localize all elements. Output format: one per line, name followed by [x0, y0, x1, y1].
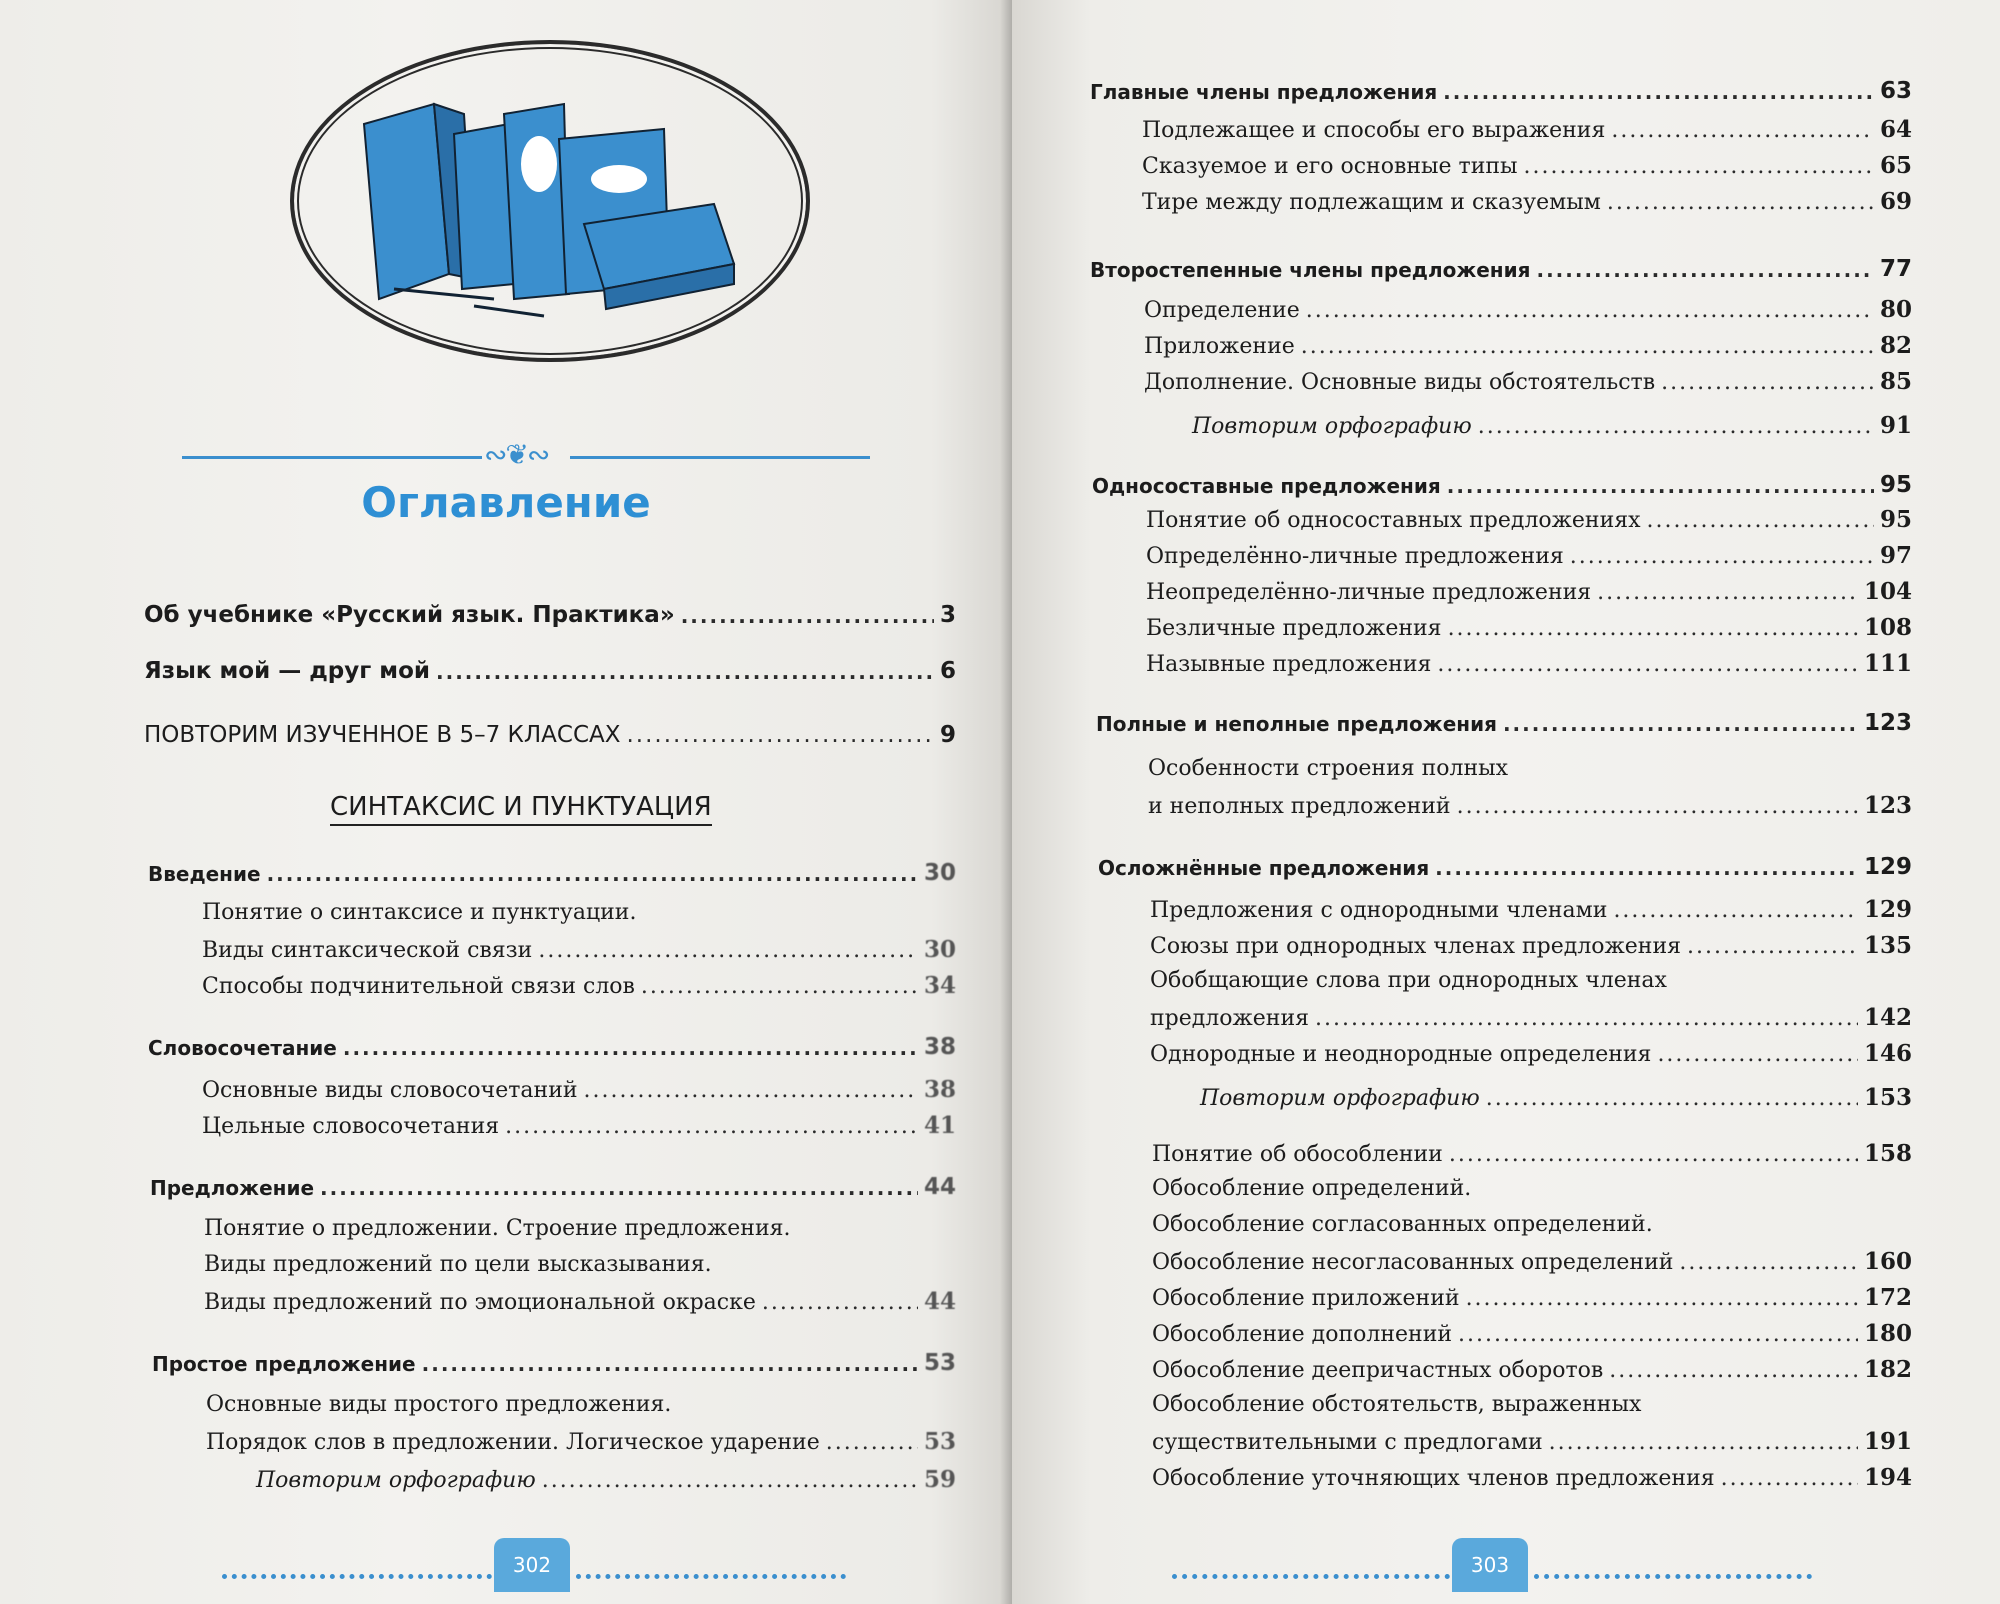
toc-entry[interactable]: Безличные предложения ..... 108: [1146, 614, 1912, 641]
toc-entry[interactable]: предложения ..... 142: [1150, 1004, 1912, 1031]
toc-entry[interactable]: Способы подчинительной связи слов ..... 34: [202, 972, 956, 999]
toc-entry[interactable]: Однородные и неоднородные определения ..... 146: [1150, 1040, 1912, 1067]
toc-entry[interactable]: Повторим орфографию ..... 153: [1200, 1084, 1912, 1111]
toc-entry[interactable]: Особенности строения полных: [1148, 756, 1509, 781]
toc-entry[interactable]: Назывные предложения ..... 111: [1146, 650, 1912, 677]
toc-entry[interactable]: Обособление обстоятельств, выраженных: [1152, 1392, 1642, 1417]
toc-entry[interactable]: Односоставные предложения ..... 95: [1092, 472, 1912, 498]
toc-entry[interactable]: Предложение ..... 44: [150, 1174, 956, 1200]
toc-entry[interactable]: Предложения с однородными членами ..... 129: [1150, 896, 1912, 923]
toc-entry[interactable]: Основные виды простого предложения.: [206, 1392, 672, 1417]
toc-entry[interactable]: Подлежащее и способы его выражения ..... 64: [1142, 116, 1912, 143]
toc-entry[interactable]: Основные виды словосочетаний ..... 38: [202, 1076, 956, 1103]
toc-entry[interactable]: Обособление приложений ..... 172: [1152, 1284, 1912, 1311]
toc-entry[interactable]: Цельные словосочетания ..... 41: [202, 1112, 956, 1139]
toc-entry[interactable]: Тире между подлежащим и сказуемым ..... 69: [1142, 188, 1912, 215]
toc-entry[interactable]: Простое предложение ..... 53: [152, 1350, 956, 1376]
toc-entry[interactable]: Виды предложений по цели высказывания.: [204, 1252, 712, 1277]
toc-entry[interactable]: Осложнённые предложения ..... 129: [1098, 854, 1912, 880]
toc-entry[interactable]: Понятие о предложении. Строение предложения.: [204, 1216, 791, 1241]
page-number: 302: [494, 1538, 570, 1592]
toc-entry[interactable]: Виды синтаксической связи ..... 30: [202, 936, 956, 963]
toc-entry[interactable]: Повторим орфографию ..... 59: [256, 1466, 956, 1493]
toc-entry[interactable]: Неопределённо-личные предложения ..... 104: [1146, 578, 1912, 605]
toc-entry[interactable]: Обобщающие слова при однородных членах: [1150, 968, 1667, 993]
toc-entry[interactable]: Словосочетание ..... 38: [148, 1034, 956, 1060]
right-page: [1012, 0, 2000, 1604]
toc-entry[interactable]: Главные члены предложения ..... 63: [1090, 78, 1912, 104]
toc-entry[interactable]: Второстепенные члены предложения ..... 77: [1090, 256, 1912, 282]
page-title: Оглавление: [361, 478, 651, 527]
toc-entry[interactable]: Обособление определений.: [1152, 1176, 1472, 1201]
toc-entry[interactable]: Повторим орфографию ..... 91: [1192, 412, 1912, 439]
toc-entry[interactable]: Обособление несогласованных определений ..... 160: [1152, 1248, 1912, 1275]
toc-entry[interactable]: Порядок слов в предложении. Логическое ударение ..... 53: [206, 1428, 956, 1455]
toc-entry[interactable]: Обособление согласованных определений.: [1152, 1212, 1653, 1237]
books-icon: [334, 84, 774, 334]
footer-dots: [222, 1574, 492, 1585]
toc-entry[interactable]: Полные и неполные предложения ..... 123: [1096, 710, 1912, 736]
toc-entry[interactable]: Сказуемое и его основные типы ..... 65: [1142, 152, 1912, 179]
toc-entry[interactable]: Дополнение. Основные виды обстоятельств ..... 85: [1144, 368, 1912, 395]
toc-entry[interactable]: Обособление деепричастных оборотов ..... 182: [1152, 1356, 1912, 1383]
page-number: 303: [1452, 1538, 1528, 1592]
toc-entry[interactable]: Введение ..... 30: [148, 860, 956, 886]
toc-entry[interactable]: Язык мой — друг мой ..... 6: [144, 658, 956, 684]
footer-dots: [1534, 1574, 1812, 1585]
toc-entry[interactable]: Об учебнике «Русский язык. Практика» ..... 3: [144, 602, 956, 628]
footer-dots: [576, 1574, 846, 1585]
toc-entry[interactable]: Обособление дополнений ..... 180: [1152, 1320, 1912, 1347]
section-heading: СИНТАКСИС И ПУНКТУАЦИЯ: [330, 792, 712, 822]
toc-entry[interactable]: Понятие об односоставных предложениях ..... 95: [1146, 506, 1912, 533]
toc-entry[interactable]: Виды предложений по эмоциональной окраске ..... 44: [204, 1288, 956, 1315]
toc-entry[interactable]: существительными с предлогами ..... 191: [1152, 1428, 1912, 1455]
footer-dots: [1172, 1574, 1450, 1585]
heading-ornament: ∾❦∾: [182, 446, 870, 468]
toc-entry[interactable]: Понятие об обособлении ..... 158: [1152, 1140, 1912, 1167]
book-illustration: [290, 40, 810, 362]
toc-entry[interactable]: ПОВТОРИМ ИЗУЧЕННОЕ В 5–7 КЛАССАХ ..... 9: [144, 722, 956, 748]
toc-entry[interactable]: Обособление уточняющих членов предложения ..... 194: [1152, 1464, 1912, 1491]
toc-entry[interactable]: Союзы при однородных членах предложения ..... 135: [1150, 932, 1912, 959]
toc-entry[interactable]: Приложение ..... 82: [1144, 332, 1912, 359]
toc-entry[interactable]: и неполных предложений ..... 123: [1148, 792, 1912, 819]
toc-entry[interactable]: Определённо-личные предложения ..... 97: [1146, 542, 1912, 569]
toc-entry[interactable]: Понятие о синтаксисе и пунктуации.: [202, 900, 637, 925]
toc-entry[interactable]: Определение ..... 80: [1144, 296, 1912, 323]
